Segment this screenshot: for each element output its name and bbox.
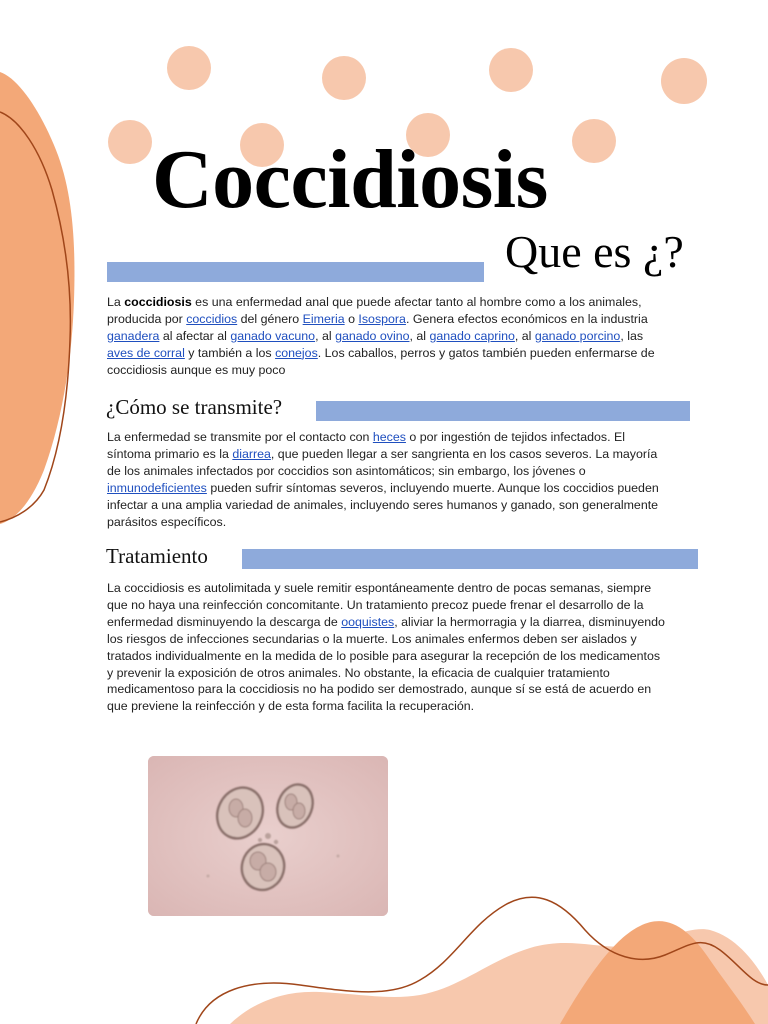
link-heces[interactable]: heces	[372, 430, 406, 444]
microscope-photo-oocysts	[148, 756, 388, 916]
link-inmunodeficientes[interactable]: inmunodeficientes	[107, 480, 207, 495]
oocyst-illustration	[148, 756, 388, 916]
link-ganado-ovino[interactable]: ganado ovino	[335, 328, 410, 343]
link-conejos[interactable]: conejos	[275, 345, 318, 360]
link-coccidios[interactable]: coccidios	[186, 311, 238, 326]
link-aves-de-corral[interactable]: aves de corral	[107, 345, 185, 360]
subtitle-que-es: Que es ¿?	[505, 226, 684, 277]
bold-term-coccidiosis: coccidiosis	[124, 295, 192, 309]
link-eimeria[interactable]: Eimeria	[302, 311, 345, 326]
link-ganado-vacuno[interactable]: ganado vacuno	[230, 328, 316, 343]
link-ganado-caprino[interactable]: ganado caprino	[429, 328, 515, 343]
heading-tratamiento: Tratamiento	[106, 544, 208, 568]
heading-transmision: ¿Cómo se transmite?	[106, 395, 283, 419]
transmission-paragraph: La enfermedad se transmite por el contacto con heces o por ingestión de tejidos infectados. El síntoma primario es la diarrea, que pueden llegar a ser sangrienta en los casos severos. La mayoría de los animales infectados por coccidios son asintomáticos; sin embargo, los jóvenes o inmunodeficientes pueden sufrir síntomas severos, incluyendo muerte. Aunque los coccidios pueden infectar a una amplia variedad de animales, incluyendo seres humanos y ganado, son generalmente parásitos específicos.	[107, 430, 659, 529]
link-ooquistes[interactable]: ooquistes	[341, 614, 395, 629]
link-isospora[interactable]: Isospora	[358, 311, 406, 326]
accent-bar-tratamiento	[242, 549, 698, 569]
accent-bar-intro	[107, 262, 484, 282]
treatment-paragraph: La coccidiosis es autolimitada y suele remitir espontáneamente dentro de pocas semanas, siempre que no haya una reinfección concomitante. Un tratamiento precoz puede frenar el desarrollo de la enfermedad disminuyendo la descarga de ooquistes, aliviar la hermorragia y la diarrea, disminuyendo los riesgos de infecciones secundarias o la muerte. Los animales enfermos deben ser aislados y tratados individualmente en la medida de lo posible para asegurar la recepción de los medicamentos y prevenir la exposición de otros animales. No obstante, la eficacia de cualquier tratamiento medicamentoso para la coccidiosis no ha podido ser demostrado, aunque sí se está de acuerdo en que previene la reinfección y de esta forma facilita la recuperación.	[107, 581, 665, 714]
accent-bar-transmision	[316, 401, 690, 421]
intro-paragraph: La coccidiosis es una enfermedad anal que puede afectar tanto al hombre como a los animales, producida por coccidios del género Eimeria o Isospora. Genera efectos económicos en la industria ganadera al afectar al ganado vacuno, al ganado ovino, al ganado caprino, al ganado porcino, las aves de corral y también a los conejos. Los caballos, perros y gatos también pueden enfermarse de coccidiosis aunque es muy poco	[107, 295, 655, 377]
link-diarrea[interactable]: diarrea	[232, 446, 271, 461]
page-title: Coccidiosis	[152, 133, 548, 226]
link-ganado-porcino[interactable]: ganado porcino	[534, 328, 621, 343]
link-ganadera[interactable]: ganadera	[107, 328, 160, 343]
